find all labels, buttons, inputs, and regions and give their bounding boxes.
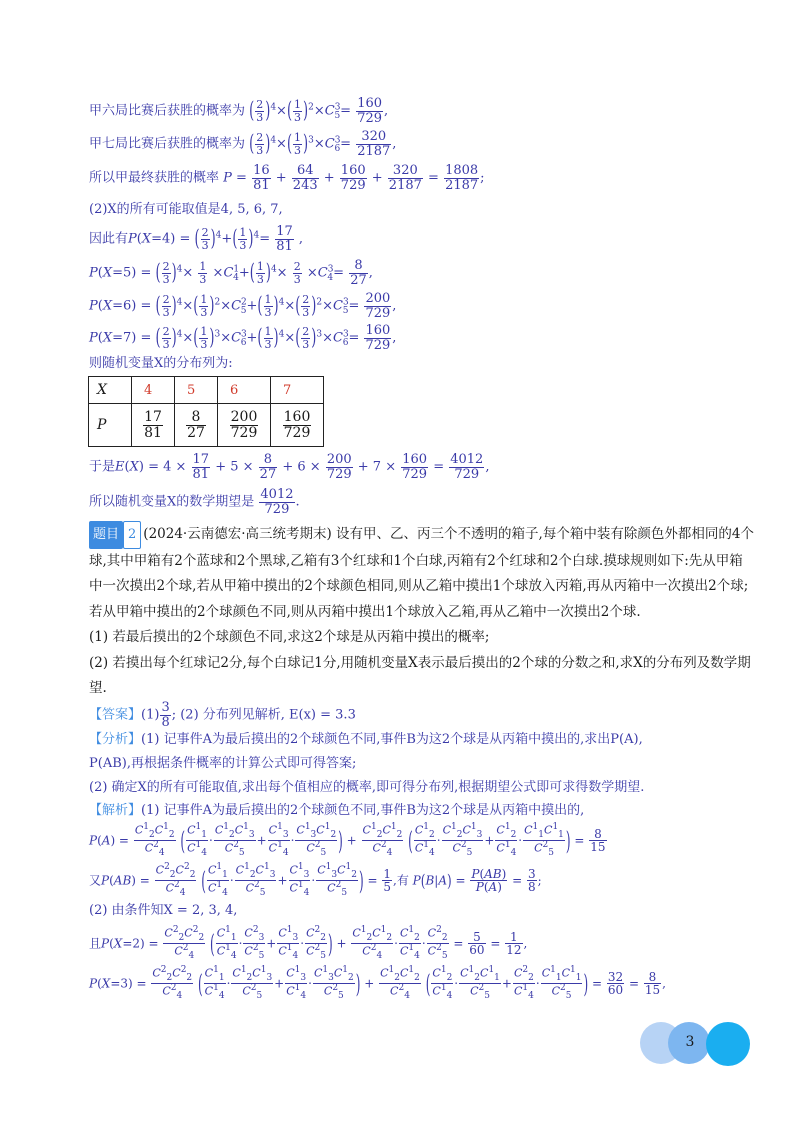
conclusion-den: 729 [264,501,290,517]
answer-b: ; (2) 分布列见解析, E(x) = 3.3 [171,707,356,723]
pab-mid: ,有 [393,873,409,888]
answer-label: 【答案】 [89,707,142,723]
line-expect-conclusion: 所以随机变量X的数学期望是 $\frac{4012}{729}$ . [89,487,300,517]
line-px2: 且P(X=2) = $\frac{C^2_2C^2_2}{C^2_4}$ ( $\frac{C^1_1}{C^1_4}$ · $\frac{C^2_3}{C^2_5}$ + $\frac{C^1_3}{C^1_4}$ · $\frac{C^2_2}{C^2_5}$ ) + $\frac{C^1_2C^1_2}{C^2_4}$ · $\frac{C^1_2}{C^1_4}$ · $\frac{C^2_2}{C^2_5}$ = $\frac{5}{60}$ = $\frac{1}{12}$ , [89,925,528,962]
table-cell [271,404,324,447]
table-x-label: X [89,377,132,404]
conclusion-num: 4012 [260,487,294,502]
table-row [89,404,324,447]
line-seven-games: 甲七局比赛后获胜的概率为 ( $\frac{2}{3}$ )$^4$×( $\frac{1}{3}$ )$^3\times C^3_6=$ $\frac{320}{2187}$ , [89,129,397,159]
six-games-num: 160 [357,96,383,111]
seven-games-text: 甲七局比赛后获胜的概率为 [89,136,246,152]
problem-text: (2024·云南德宏·高三统考期末) 设有甲、乙、丙三个不透明的箱子,每个箱中装有除颜色外都相同的4个球,其中甲箱有2个蓝球和2个黑球,乙箱有3个红球和1个白球,丙箱有2个红球和2个白球.摸球规则如下:先从甲箱中一次摸出2个球,若从甲箱中摸出的2个球颜色相同,则从乙箱中摸出1个球放入丙箱,再从丙箱中一次摸出2个球;若从甲箱中摸出的2个球颜色不同,则从丙箱中摸出1个球放入乙箱,再从乙箱中一次摸出2个球. [89,526,754,620]
table-p-label: P [89,404,132,447]
page-decor-circle [706,1022,750,1066]
expect-num: 4012 [450,452,484,467]
px2-prefix: 且 [89,936,102,951]
p-den: 729 [230,424,258,441]
question-2: (2) 若摸出每个红球记2分,每个白球记1分,用随机变量X表示最后摸出的2个球的分数之和,求X的分布列及数学期望. [89,654,751,696]
table-cell: 4 [132,377,175,404]
p-num: 200 [230,408,258,425]
pab-prefix: 又 [89,873,102,888]
p-num: 160 [283,408,311,425]
analysis-label: 【分析】 [89,732,142,747]
analysis-text-1: (1) 记事件A为最后摸出的2个球颜色不同,事件B为这2个球是从丙箱中摸出的,求出P(A), [141,732,643,747]
table-cell: 5 [175,377,218,404]
seven-games-den: 2187 [357,143,391,159]
line-total-prob: 所以甲最终获胜的概率 P = $\frac{16}{81}$ + $\frac{64}{243}$ + $\frac{160}{729}$ + $\frac{320}{2187}$ = $\frac{1808}{2187}$ ; [89,163,485,193]
answer-line [89,701,356,729]
table-row [89,377,324,404]
line-px7: P(X=7) = ( $\frac{2}{3}$ )$^4$×( $\frac{1}{3}$ )$^3\times C^3_6+$( $\frac{1}{3}$ )$^4$×( $\frac{2}{3}$ )$^3\times C^3_6=$ $\frac{160}{729}$ , [89,323,397,353]
seven-games-num: 320 [356,130,391,145]
analysis-line-3: (2) 确定X的所有可能取值,求出每个值相应的概率,即可得分布列,根据期望公式即可求得数学期望. [89,780,645,795]
solution-label: 【解析】 [89,803,142,818]
total-prob-text: 所以甲最终获胜的概率 [89,170,220,186]
line-dist-intro: 则随机变量X的分布列为: [89,356,233,371]
expect-prefix: 于是 [89,459,116,475]
px4-prefix: 因此有 [89,231,129,247]
answer-frac-den: 8 [161,714,170,730]
solution-line-1 [89,804,584,817]
distribution-table [88,376,324,447]
six-games-text: 甲六局比赛后获胜的概率为 [89,103,246,119]
table-cell [175,404,218,447]
page-number: 3 [685,1034,695,1050]
answer-frac-num: 3 [161,700,170,715]
problem-number: 2 [123,521,141,549]
table-cell [132,404,175,447]
p-den: 729 [283,424,311,441]
answer-a: (1) [141,707,160,723]
p-den: 81 [144,424,162,441]
line-six-games: 甲六局比赛后获胜的概率为 ( $\frac{2}{3}$ )$^4$×( $\frac{1}{3}$ )$^2\times C^3_5=$ $\frac{160}{729}$ , [89,96,389,126]
table-cell: 6 [218,377,271,404]
expect-den: 729 [454,466,480,482]
problem-tag: 题目 [89,521,123,549]
line-pa: P(A) = $\frac{C^1_2C^1_2}{C^2_4}$ ( $\frac{C^1_1}{C^1_4}$ · $\frac{C^1_2C^1_3}{C^2_5}$ + $\frac{C^1_3}{C^1_4}$ · $\frac{C^1_3C^1_2}{C^2_5}$ ) + $\frac{C^1_2C^1_2}{C^2_4}$ ( $\frac{C^1_2}{C^1_4}$ · $\frac{C^1_2C^1_3}{C^2_5}$ + $\frac{C^1_2}{C^1_4}$ · $\frac{C^1_1C^1_1}{C^2_5}$ ) = $\frac{8}{15}$ [89,822,606,859]
table-cell: 7 [271,377,324,404]
line-expectation: 于是E(X) = 4 × $\frac{17}{81}$ + 5 × $\frac{8}{27}$ + 6 × $\frac{200}{729}$ + 7 × $\frac{160}{729}$ = $\frac{4012}{729}$ , [89,452,490,482]
p-den: 27 [187,424,205,441]
expect-conclusion-text: 所以随机变量X的数学期望是 [89,494,255,510]
p-num: 8 [186,410,206,426]
line-px6: P(X=6) = ( $\frac{2}{3}$ )$^4$×( $\frac{1}{3}$ )$^2\times C^2_5+$( $\frac{1}{3}$ )$^4$×( $\frac{2}{3}$ )$^2\times C^3_5=$ $\frac{200}{729}$ , [89,291,397,321]
analysis-line-2: P(AB),再根据条件概率的计算公式即可得答案; [89,756,357,771]
analysis-line-1 [89,733,643,746]
problem-statement [89,521,754,702]
line-x-values: (2)X的所有可能取值是4, 5, 6, 7, [89,202,283,217]
six-games-den: 729 [357,110,383,126]
line-px4: 因此有P(X=4) = ( $\frac{2}{3}$ )$^4$+( $\frac{1}{3}$ )$^4$= $\frac{17}{81}$ , [89,224,304,254]
line-px3: P(X=3) = $\frac{C^2_2C^2_2}{C^2_4}$ ( $\frac{C^1_1}{C^1_4}$ · $\frac{C^1_2C^1_3}{C^2_5}$ + $\frac{C^1_3}{C^1_4}$ · $\frac{C^1_3C^1_2}{C^2_5}$ ) + $\frac{C^1_2C^1_2}{C^2_4}$ ( $\frac{C^1_2}{C^1_4}$ · $\frac{C^1_2C^1_1}{C^2_5}$ + $\frac{C^2_2}{C^1_4}$ · $\frac{C^1_1C^1_1}{C^2_5}$ ) = $\frac{32}{60}$ = $\frac{8}{15}$ , [89,965,666,1002]
solution-text-1: (1) 记事件A为最后摸出的2个球颜色不同,事件B为这2个球是从丙箱中摸出的, [141,803,585,818]
line-x-set: (2) 由条件知X = 2, 3, 4, [89,903,238,918]
p-num: 17 [144,408,162,425]
line-px5: P(X=5) = ( $\frac{2}{3}$ )$^4$× $\frac{1}{3}$ $\times C^1_4+$( $\frac{1}{3}$ )$^4$× $\frac{2}{3}$ $\times C^3_4=$ $\frac{8}{27}$ , [89,258,373,288]
table-cell [218,404,271,447]
line-pab: 又P(AB) = $\frac{C^2_2C^2_2}{C^2_4}$ ( $\frac{C^1_1}{C^1_4}$ · $\frac{C^1_2C^1_3}{C^2_5}$ + $\frac{C^1_3}{C^1_4}$ · $\frac{C^1_3C^1_2}{C^2_5}$ ) = $\frac{1}{5}$ ,有 P(B|A) = $\frac{P(AB)}{P(A)}$ = $\frac{3}{8}$ ; [89,862,542,899]
question-1: (1) 若最后摸出的2个球颜色不同,求这2个球是从丙箱中摸出的概率; [89,629,490,645]
